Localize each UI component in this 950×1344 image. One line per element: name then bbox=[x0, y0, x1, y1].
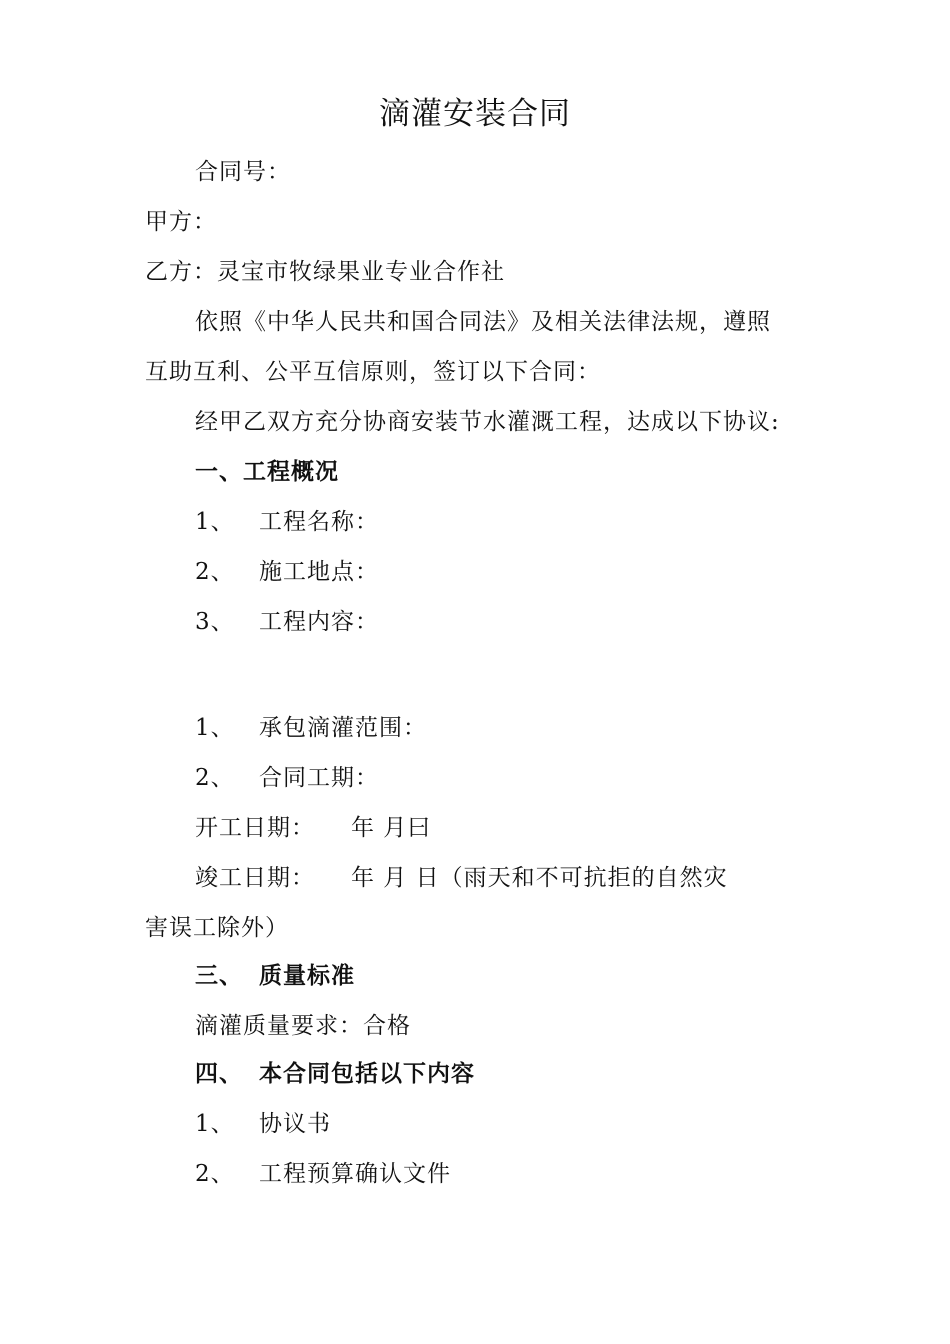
list-item bbox=[195, 712, 427, 744]
start-date-label: 开工日期： bbox=[195, 815, 315, 841]
party-a-label: 甲方： bbox=[145, 209, 217, 235]
start-date-value: 年 月曰 bbox=[351, 815, 432, 841]
contract-number-label: 合同号： bbox=[195, 159, 291, 185]
agreement-paragraph: 经甲乙双方充分协商安装节水灌溉工程，达成以下协议: bbox=[195, 409, 780, 435]
list-item-text: 承包滴灌范围： bbox=[259, 715, 427, 741]
list-item-text: 工程名称： bbox=[259, 509, 379, 535]
list-item-text: 施工地点： bbox=[259, 559, 379, 585]
list-item-text: 工程预算确认文件 bbox=[259, 1161, 451, 1187]
list-item-number: 1、 bbox=[195, 715, 235, 741]
end-date-continuation: 害误工除外） bbox=[145, 915, 289, 941]
list-item bbox=[195, 1108, 331, 1140]
list-item bbox=[195, 606, 379, 638]
list-item bbox=[195, 1158, 451, 1190]
section-title: 质量标准 bbox=[259, 963, 355, 989]
list-item-number: 3、 bbox=[195, 609, 235, 635]
start-date-line bbox=[195, 812, 431, 844]
basis-paragraph-line-2: 互助互利、公平互信原则，签订以下合同： bbox=[145, 359, 601, 385]
list-item-text: 协议书 bbox=[259, 1111, 331, 1137]
section-number: 四、 bbox=[195, 1061, 243, 1087]
list-item-number: 2、 bbox=[195, 1161, 235, 1187]
list-item bbox=[195, 762, 379, 794]
list-item-text: 工程内容： bbox=[259, 609, 379, 635]
list-item-text: 合同工期： bbox=[259, 765, 379, 791]
basis-paragraph-line-1: 依照《中华人民共和国合同法》及相关法律法规，遵照 bbox=[195, 309, 771, 335]
section-title: 本合同包括以下内容 bbox=[259, 1061, 475, 1087]
party-b-line: 乙方：灵宝市牧绿果业专业合作社 bbox=[145, 259, 505, 285]
section-1-heading: 一、工程概况 bbox=[195, 459, 339, 485]
list-item-number: 1、 bbox=[195, 1111, 235, 1137]
quality-requirement: 滴灌质量要求：合格 bbox=[195, 1013, 411, 1039]
end-date-label: 竣工日期： bbox=[195, 865, 315, 891]
list-item bbox=[195, 556, 379, 588]
end-date-value: 年 月 日（雨天和不可抗拒的自然灾 bbox=[351, 865, 728, 891]
document-title: 滴灌安装合同 bbox=[379, 96, 571, 132]
list-item bbox=[195, 506, 379, 538]
section-4-heading bbox=[195, 1058, 475, 1090]
section-number: 三、 bbox=[195, 963, 243, 989]
section-3-heading bbox=[195, 960, 355, 992]
list-item-number: 2、 bbox=[195, 559, 235, 585]
list-item-number: 2、 bbox=[195, 765, 235, 791]
end-date-line bbox=[195, 862, 728, 894]
list-item-number: 1、 bbox=[195, 509, 235, 535]
